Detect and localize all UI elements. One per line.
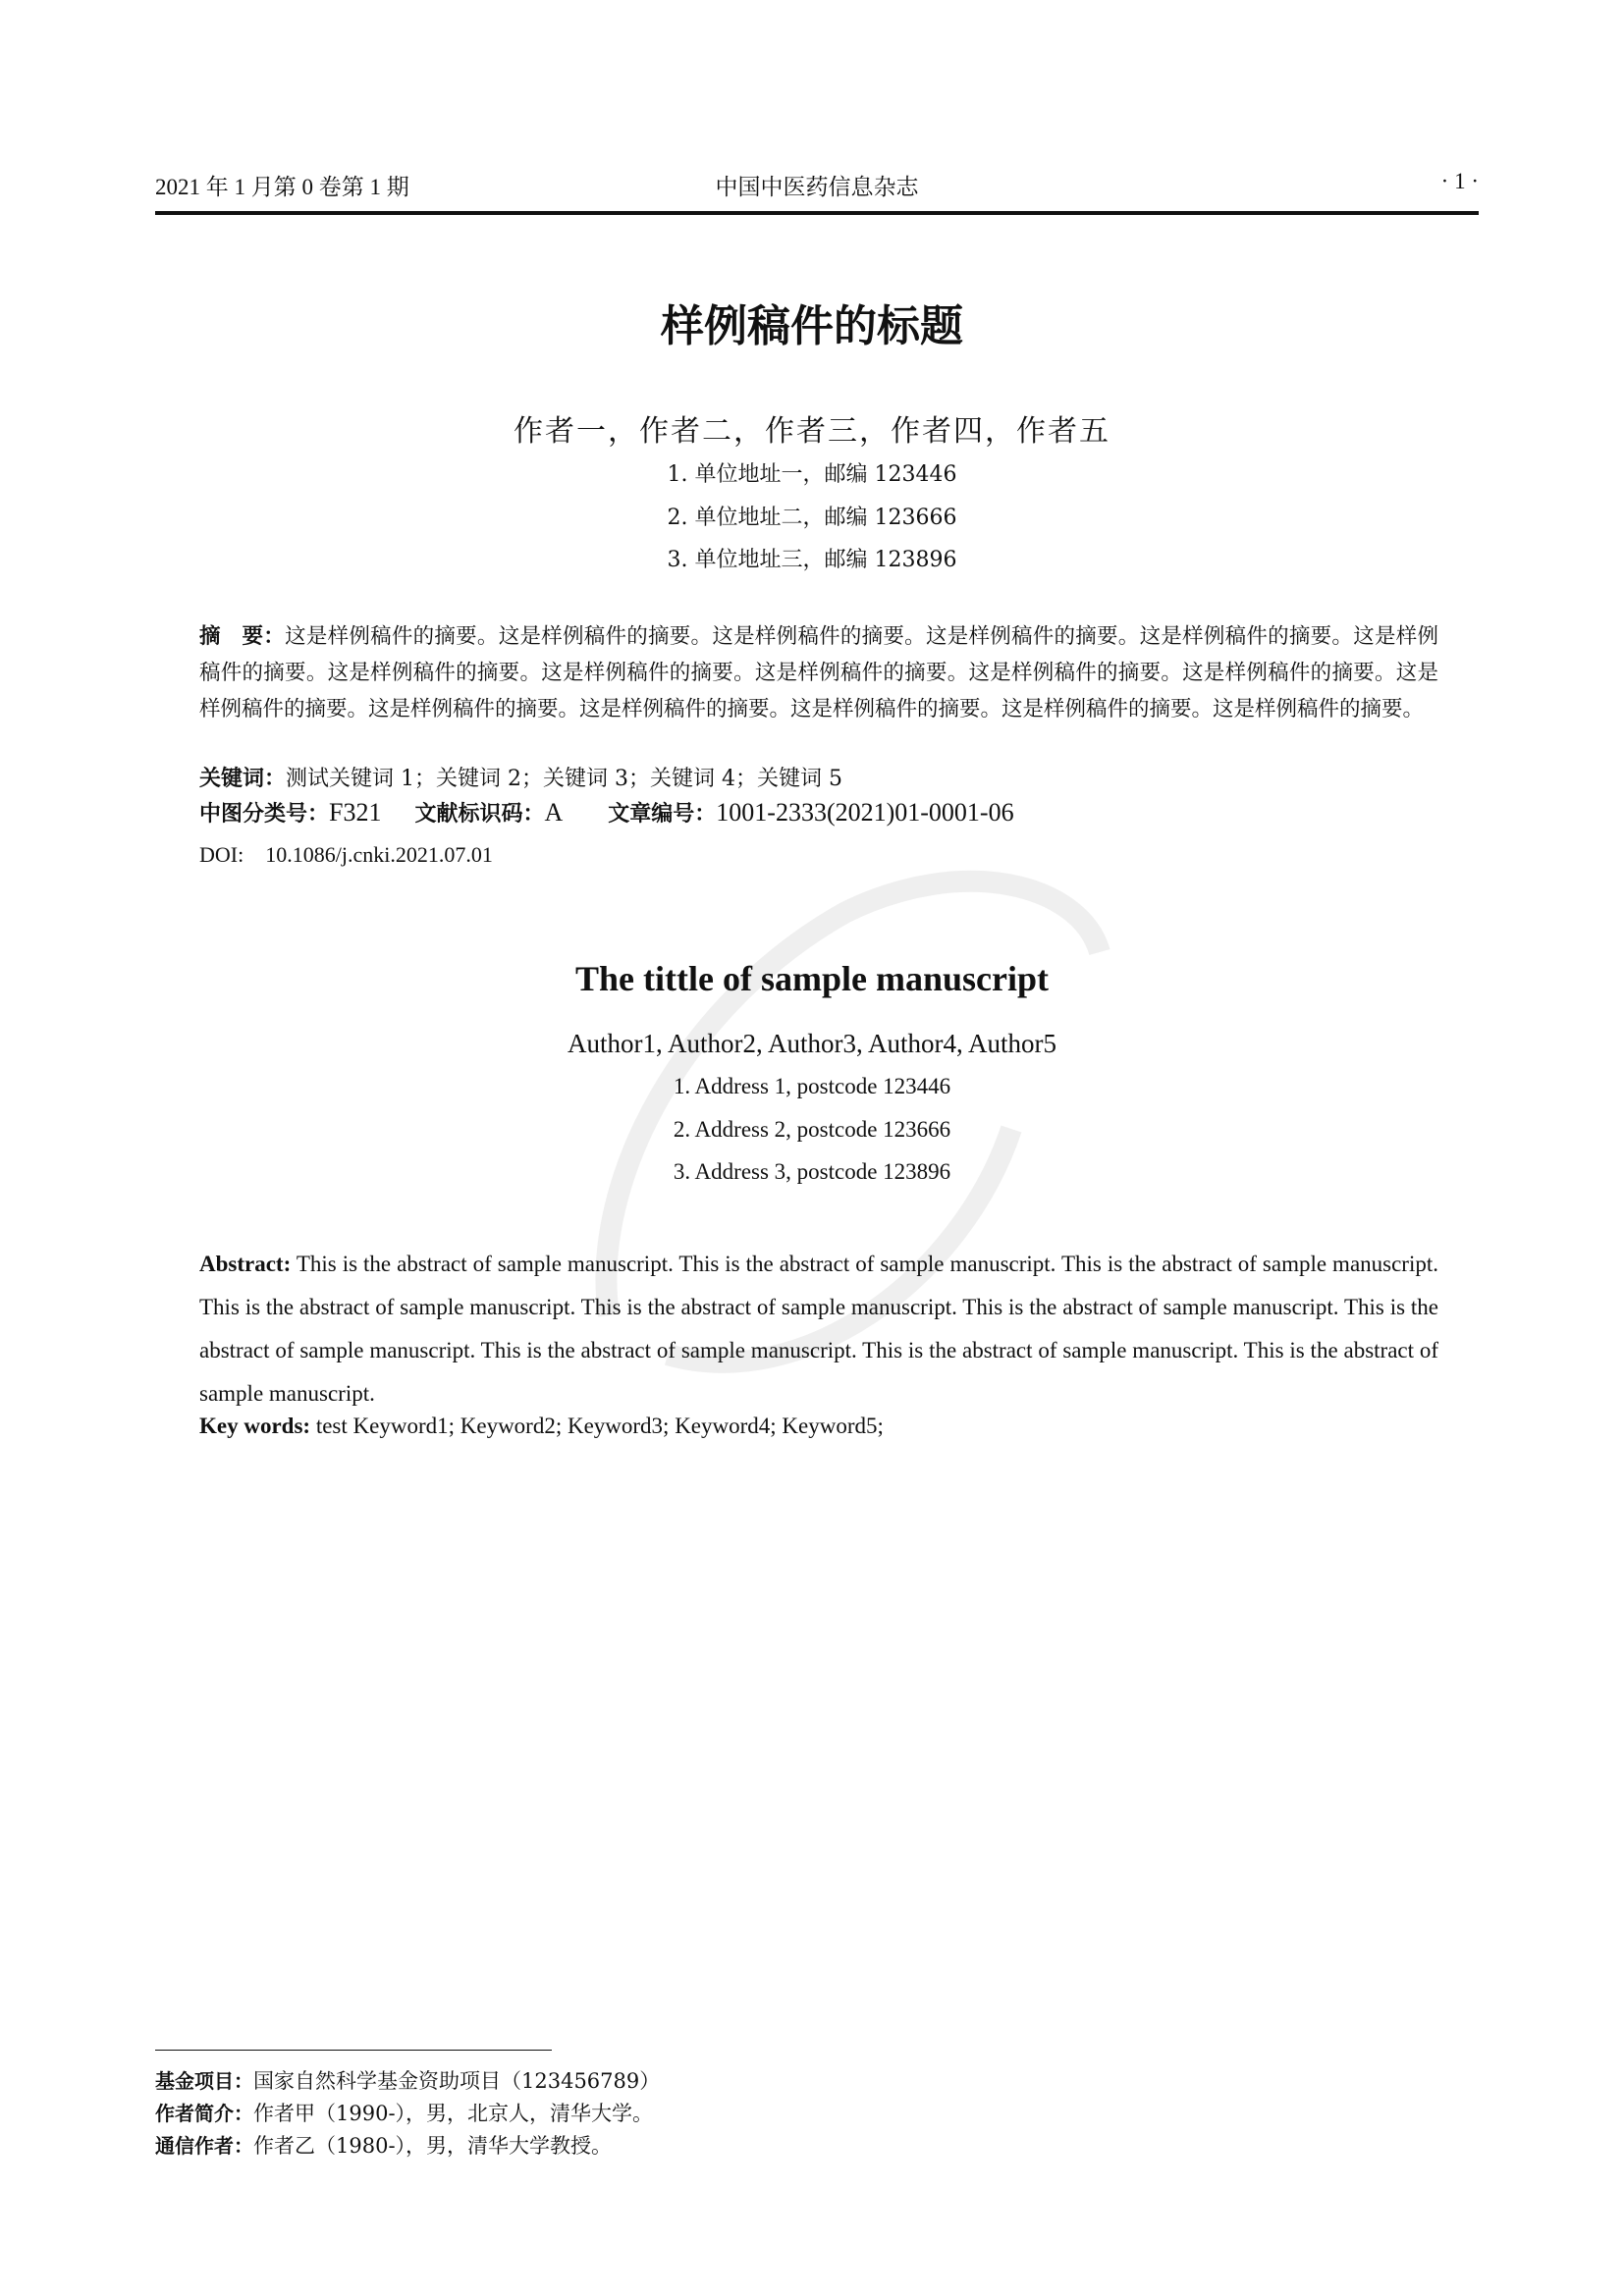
doi-label: DOI: bbox=[199, 842, 244, 867]
running-header bbox=[155, 169, 1479, 204]
doc-code-label: 文献标识码： bbox=[414, 802, 545, 827]
article-number-label: 文章编号： bbox=[608, 802, 717, 827]
issue-info: 2021 年 1 月第 0 卷第 1 期 bbox=[155, 175, 409, 199]
author-text: 作者甲（1990-），男，北京人，清华大学。 bbox=[253, 2102, 654, 2125]
class-value: F321 bbox=[329, 798, 382, 827]
en-affiliation-3: 3. Address 3, postcode 123896 bbox=[673, 1159, 951, 1184]
en-abstract-text: This is the abstract of sample manuscript. This is the abstract of sample manuscript. This is the abstract of sample manuscript. This is the abstract of sample manuscript. This is the abstract of sample manuscript. This is the abstract of sample manuscript. This is the abstract of sample manuscript. This is the abstract of sample manuscript. This is the abstract of sample manuscript. This is the abstract of sample manuscript. bbox=[199, 1252, 1438, 1406]
en-abstract bbox=[199, 1243, 1438, 1415]
author-label: 作者简介： bbox=[155, 2102, 253, 2125]
fund-text: 国家自然科学基金资助项目（123456789） bbox=[253, 2069, 661, 2093]
corresponding-footnote bbox=[155, 2130, 1479, 2163]
en-affiliation-2: 2. Address 2, postcode 123666 bbox=[673, 1117, 951, 1142]
fund-label: 基金项目： bbox=[155, 2069, 253, 2093]
journal-name: 中国中医药信息杂志 bbox=[715, 175, 919, 199]
header-rule bbox=[155, 211, 1479, 215]
fund-footnote bbox=[155, 2065, 1479, 2098]
page-number: · 1 · bbox=[1440, 169, 1479, 193]
en-keywords-text: test Keyword1; Keyword2; Keyword3; Keyword4; Keyword5; bbox=[315, 1414, 884, 1438]
en-abstract-label: Abstract: bbox=[199, 1252, 292, 1276]
en-keywords bbox=[199, 1414, 1438, 1439]
corr-text: 作者乙（1980-），男，清华大学教授。 bbox=[253, 2134, 613, 2158]
cn-affiliation-1: 1. 单位地址一，邮编 123446 bbox=[667, 462, 957, 487]
doc-code-value: A bbox=[544, 798, 564, 827]
doi-value: 10.1086/j.cnki.2021.07.01 bbox=[265, 842, 493, 867]
cn-authors: 作者一，作者二，作者三，作者四，作者五 bbox=[514, 414, 1110, 449]
cn-keywords-text: 测试关键词 1；关键词 2；关键词 3；关键词 4；关键词 5 bbox=[286, 767, 842, 791]
en-affiliation-1: 1. Address 1, postcode 123446 bbox=[673, 1074, 951, 1098]
cn-keywords bbox=[199, 762, 1438, 792]
cn-abstract bbox=[199, 618, 1438, 727]
footnotes bbox=[155, 2065, 1479, 2163]
footnote-rule bbox=[155, 2050, 552, 2051]
en-authors: Author1, Author2, Author3, Author4, Author5 bbox=[568, 1029, 1056, 1058]
article-number-value: 1001-2333(2021)01-0001-06 bbox=[716, 798, 1014, 827]
class-label: 中图分类号： bbox=[199, 802, 330, 827]
cn-title: 样例稿件的标题 bbox=[661, 301, 963, 351]
cn-abstract-label: 摘 要： bbox=[199, 624, 286, 649]
cn-affiliation-3: 3. 单位地址三，邮编 123896 bbox=[667, 548, 957, 572]
author-footnote bbox=[155, 2098, 1479, 2130]
doi bbox=[199, 842, 493, 868]
cn-classification bbox=[199, 797, 1438, 828]
cn-abstract-text: 这是样例稿件的摘要。这是样例稿件的摘要。这是样例稿件的摘要。这是样例稿件的摘要。这是样例稿件的摘要。这是样例稿件的摘要。这是样例稿件的摘要。这是样例稿件的摘要。这是样例稿件的摘要。这是样例稿件的摘要。这是样例稿件的摘要。这是样例稿件的摘要。这是样例稿件的摘要。这是样例稿件的摘要。这是样例稿件的摘要。这是样例稿件的摘要。这是样例稿件的摘要。 bbox=[199, 624, 1438, 721]
corr-label: 通信作者： bbox=[155, 2134, 253, 2158]
en-title: The tittle of sample manuscript bbox=[575, 959, 1049, 998]
cn-keywords-label: 关键词： bbox=[199, 767, 287, 791]
en-keywords-label: Key words: bbox=[199, 1414, 311, 1438]
cn-affiliation-2: 2. 单位地址二，邮编 123666 bbox=[667, 506, 957, 530]
